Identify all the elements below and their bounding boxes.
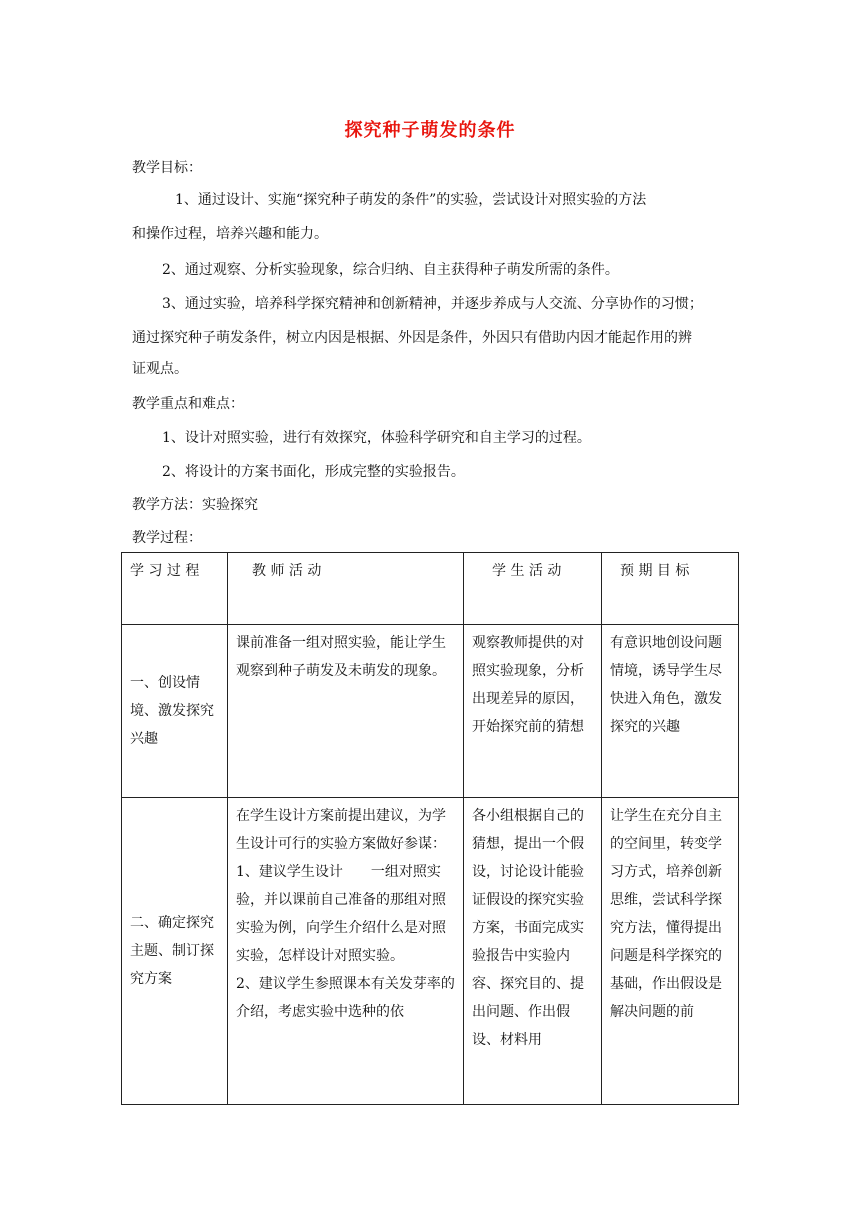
expected-goal-cell: 有意识地创设问题情境，诱导学生尽快进入角色，激发探究的兴趣 bbox=[602, 625, 739, 798]
objectives-heading: 教学目标： bbox=[132, 160, 202, 176]
teacher-activity-cell bbox=[228, 798, 464, 1105]
expected-goal-cell: 让学生在充分自主的空间里，转变学习方式，培养创新思维，尝试科学探究方法，懂得提出问题是科学探究的基础，作出假设是解决问题的前 bbox=[602, 798, 739, 1105]
header-teacher-activity: 教 师 活 动 bbox=[228, 553, 464, 625]
process-heading: 教学过程： bbox=[132, 530, 202, 546]
header-student-activity: 学 生 活 动 bbox=[464, 553, 602, 625]
teacher-activity-paragraph-2: 2、建议学生参照课本有关发芽率的介绍，考虑实验中选种的依 bbox=[236, 976, 455, 1020]
table-row bbox=[122, 625, 739, 798]
objective-3-line-1: 3、通过实验，培养科学探究精神和创新精神，并逐步养成与人交流、分享协作的习惯； bbox=[162, 296, 703, 312]
header-stage: 学 习 过 程 bbox=[122, 553, 228, 625]
key-point-2: 2、将设计的方案书面化，形成完整的实验报告。 bbox=[162, 464, 465, 480]
teaching-process-table bbox=[121, 552, 739, 1105]
document-title: 探究种子萌发的条件 bbox=[344, 120, 516, 141]
stage-cell: 二、确定探究主题、制订探究方案 bbox=[122, 798, 228, 1105]
stage-cell: 一、创设情境、激发探究兴趣 bbox=[122, 625, 228, 798]
table-row bbox=[122, 798, 739, 1105]
objective-2: 2、通过观察、分析实验现象，综合归纳、自主获得种子萌发所需的条件。 bbox=[162, 262, 619, 278]
student-activity-cell: 各小组根据自己的猜想，提出一个假设，讨论设计能验证假设的探究实验方案，书面完成实验报告中实验内容、探究目的、提出问题、作出假设、材料用 bbox=[464, 798, 602, 1105]
header-expected-goal: 预 期 目 标 bbox=[602, 553, 739, 625]
teaching-method: 教学方法：实验探究 bbox=[132, 497, 258, 513]
objective-1-line-2: 和操作过程，培养兴趣和能力。 bbox=[132, 226, 328, 242]
teacher-activity-cell: 课前准备一组对照实验，能让学生观察到种子萌发及未萌发的现象。 bbox=[228, 625, 464, 798]
key-points-heading: 教学重点和难点： bbox=[132, 396, 244, 412]
table-header-row bbox=[122, 553, 739, 625]
teacher-activity-paragraph-1: 在学生设计方案前提出建议，为学生设计可行的实验方案做好参谋：1、建议学生设计 一组对照实验，并以课前自己准备的那组对照实验为例，向学生介绍什么是对照实验，怎样设计对照实验。 bbox=[236, 808, 446, 964]
objective-3-line-2: 通过探究种子萌发条件，树立内因是根据、外因是条件，外因只有借助内因才能起作用的辨 bbox=[132, 330, 692, 346]
objective-1-line-1: 1、通过设计、实施“探究种子萌发的条件”的实验，尝试设计对照实验的方法 bbox=[175, 192, 647, 208]
key-point-1: 1、设计对照实验，进行有效探究，体验科学研究和自主学习的过程。 bbox=[162, 430, 591, 446]
objective-3-line-3: 证观点。 bbox=[132, 361, 188, 377]
student-activity-cell: 观察教师提供的对照实验现象，分析出现差异的原因，开始探究前的猜想 bbox=[464, 625, 602, 798]
